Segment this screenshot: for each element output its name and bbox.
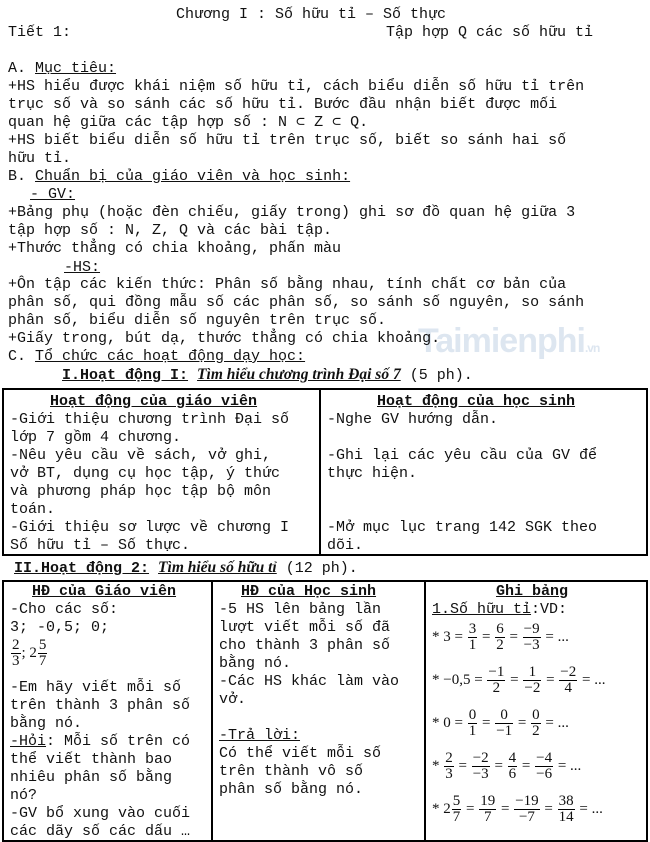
watermark-logo: Taimienphi.vn xyxy=(418,322,600,360)
student-activity-line: cho thành 3 phân số xyxy=(219,637,391,654)
student-column xyxy=(213,582,424,840)
student-prep-line: +Giấy trong, bút dạ, thước thẳng có chia khoảng. xyxy=(8,330,441,347)
objective-line: +HS hiểu được khái niệm số hữu tỉ, cách biểu diễn số hữu tỉ trên xyxy=(8,78,585,95)
teacher-activity-line: lớp 7 gồm 4 chương. xyxy=(10,429,182,446)
teacher-activity-line: 3; -0,5; 0; xyxy=(10,619,110,636)
teacher-activity-line: -Nêu yêu cầu về sách, vở ghi, xyxy=(10,447,272,464)
teacher-activity-line: -Em hãy viết mỗi số xyxy=(10,679,182,696)
student-activity-line: Có thể viết mỗi số xyxy=(219,745,382,762)
lesson-number: Tiết 1: xyxy=(8,24,72,41)
teacher-activity-line: và phương pháp học tập bộ môn xyxy=(10,483,272,500)
student-activity-line: lượt viết mỗi số đã xyxy=(219,619,391,636)
teacher-activity-line: Số hữu tỉ – Số thực. xyxy=(10,537,191,554)
section-b-title: B. Chuẩn bị của giáo viên và học sinh: xyxy=(8,168,351,185)
activity-2-heading: II.Hoạt động 2: Tìm hiểu số hữu tỉ (12 ph). xyxy=(14,559,358,577)
teacher-prep-label: - GV: xyxy=(30,186,76,203)
teacher-prep-line: tập hợp số : N, Z, Q và các bài tập. xyxy=(8,222,333,239)
objective-line: hữu tỉ. xyxy=(8,150,72,167)
teacher-column xyxy=(4,582,211,840)
student-activity-line: dõi. xyxy=(327,537,364,554)
teacher-activity-line: -Cho các số: xyxy=(10,601,119,618)
example-zero: * 0 = $\frac{0}{1}$ = $\frac{0}{-1}$ = $\frac{0}{2}$ = ... xyxy=(432,707,569,739)
given-fractions: $\frac{2}{3}$ ; 2 $\frac{5}{7}$ xyxy=(12,637,47,669)
teacher-question-line: -Hỏi: Mỗi số trên có xyxy=(10,733,191,750)
objective-line: quan hệ giữa các tập hợp số : N ⊂ Z ⊂ Q. xyxy=(8,114,369,131)
student-column xyxy=(321,390,646,554)
teacher-column xyxy=(4,390,319,554)
objective-line: trục số và so sánh các số hữu tỉ. Bước đầu nhận biết được mối xyxy=(8,96,558,113)
student-prep-label: -HS: xyxy=(64,259,101,276)
section-c-title: C. Tổ chức các hoạt động dạy học: xyxy=(8,348,306,365)
chapter-title: Chương I : Số hữu tỉ – Số thực xyxy=(176,6,447,23)
teacher-activity-line: bằng nó. xyxy=(10,715,83,732)
teacher-activity-line: toán. xyxy=(10,501,56,518)
student-activity-line: -Các HS khác làm vào xyxy=(219,673,400,690)
student-activity-line: bằng nó. xyxy=(219,655,292,672)
student-activity-line: -Nghe GV hướng dẫn. xyxy=(327,411,499,428)
teacher-activity-line: nó? xyxy=(10,787,38,804)
student-activity-line: thực hiện. xyxy=(327,465,418,482)
student-activity-line: -5 HS lên bảng lần xyxy=(219,601,382,618)
student-prep-line: phân số, qui đồng mẫu số các phân số, so sánh số nguyên, so sánh xyxy=(8,294,585,311)
teacher-activity-line: nhiêu phân số bằng xyxy=(10,769,173,786)
example-negative-decimal: * −0,5 = $\frac{-1}{2}$ = $\frac{1}{-2}$ = $\frac{-2}{4}$ = ... xyxy=(432,664,606,696)
teacher-prep-line: +Thước thẳng có chia khoảng, phấn màu xyxy=(8,240,342,257)
teacher-activity-line: các dãy số các dấu … xyxy=(10,823,191,840)
student-column-header: HĐ của Học sinh xyxy=(241,583,377,600)
student-activity-line: vở. xyxy=(219,691,247,708)
teacher-activity-line: vở BT, dụng cụ học tập, ý thức xyxy=(10,465,281,482)
activity-1-heading: I.Hoạt động I: Tìm hiểu chương trình Đại số 7 (5 ph). xyxy=(62,366,473,384)
student-answer-label: -Trả lời: xyxy=(219,727,301,744)
board-column-header: Ghi bảng xyxy=(496,583,569,600)
board-column xyxy=(426,582,646,840)
student-activity-line: phân số bằng nó. xyxy=(219,781,364,798)
student-column-header: Hoạt động của học sinh xyxy=(377,393,576,410)
teacher-prep-line: +Bảng phụ (hoặc đèn chiếu, giấy trong) ghi sơ đồ quan hệ giữa 3 xyxy=(8,204,576,221)
student-prep-line: phân số, biểu diễn số nguyên trên trục số. xyxy=(8,312,387,329)
teacher-activity-line: thể viết thành bao xyxy=(10,751,173,768)
teacher-activity-line: -GV bổ xung vào cuối xyxy=(10,805,191,822)
teacher-column-header: HĐ của Giáo viên xyxy=(32,583,177,600)
board-title: 1.Số hữu tỉ:VD: xyxy=(432,601,568,618)
teacher-column-header: Hoạt động của giáo viên xyxy=(50,393,258,410)
section-a-title: A. Mục tiêu: xyxy=(8,60,117,77)
objective-line: +HS biết biểu diễn số hữu tỉ trên trục số, biết so sánh hai số xyxy=(8,132,567,149)
activity-1-table xyxy=(2,388,648,556)
student-activity-line: trên thành vô số xyxy=(219,763,364,780)
student-activity-line: -Ghi lại các yêu cầu của GV để xyxy=(327,447,598,464)
teacher-activity-line: -Giới thiệu chương trình Đại số xyxy=(10,411,290,428)
lesson-topic: Tập hợp Q các số hữu tỉ xyxy=(386,24,594,41)
student-activity-line: -Mở mục lục trang 142 SGK theo xyxy=(327,519,598,536)
example-fraction: * $\frac{2}{3}$ = $\frac{-2}{-3}$ = $\frac{4}{6}$ = $\frac{-4}{-6}$ = ... xyxy=(432,750,582,782)
student-prep-line: +Ôn tập các kiến thức: Phân số bằng nhau, tính chất cơ bản của xyxy=(8,276,567,293)
teacher-activity-line: trên thành 3 phân số xyxy=(10,697,191,714)
teacher-activity-line: -Giới thiệu sơ lược về chương I xyxy=(10,519,290,536)
example-integer-3: * 3 = $\frac{3}{1}$ = $\frac{6}{2}$ = $\frac{-9}{-3}$ = ... xyxy=(432,621,569,653)
activity-2-table xyxy=(2,580,648,842)
example-mixed-number: * 2 $\frac{5}{7}$ = $\frac{19}{7}$ = $\frac{-19}{-7}$ = $\frac{38}{14}$ = ... xyxy=(432,793,603,825)
